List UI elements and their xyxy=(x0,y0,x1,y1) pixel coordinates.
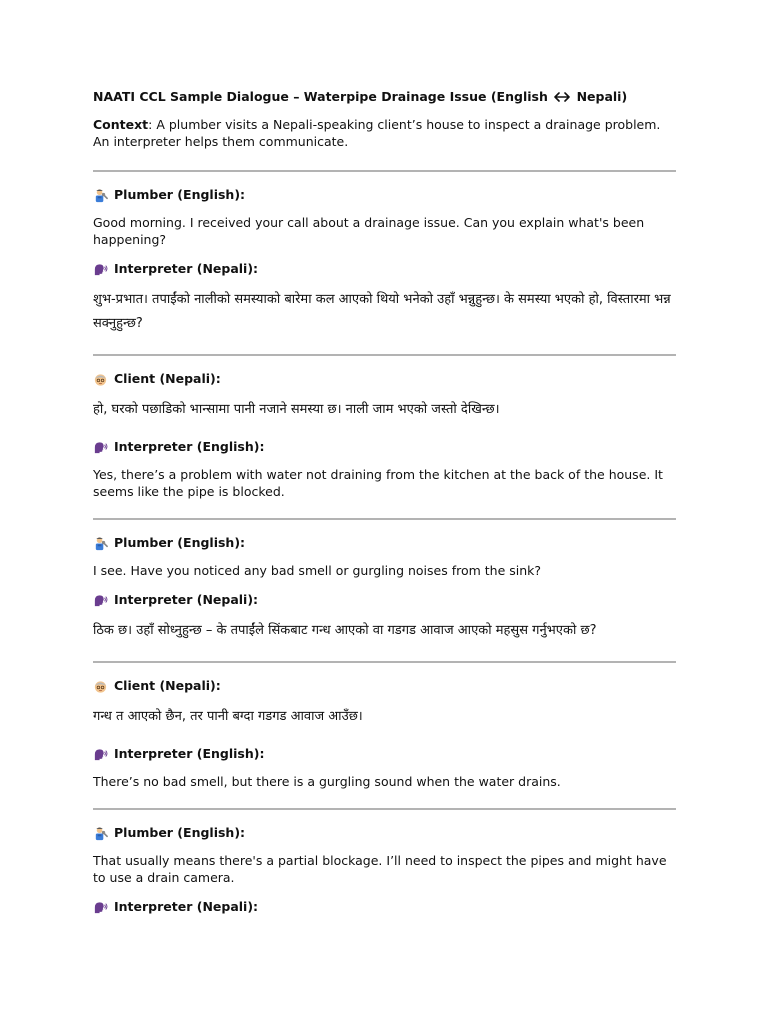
context-label: Context xyxy=(93,117,149,132)
plumber-icon xyxy=(93,826,108,841)
dialogue-section xyxy=(93,534,676,643)
speaker-label xyxy=(93,186,676,204)
dialogue-line: There’s no bad smell, but there is a gurgling sound when the water drains. xyxy=(93,774,561,789)
speaker-label xyxy=(93,591,676,609)
dialogue-section xyxy=(93,370,676,500)
client-icon xyxy=(93,372,108,387)
speaking-head-icon xyxy=(93,440,108,455)
speaker-label xyxy=(93,534,676,552)
speaker-name: Plumber (English): xyxy=(114,187,246,202)
speaker-label xyxy=(93,745,676,763)
dialogue-line: शुभ-प्रभात। तपाईंको नालीको समस्याको बारेमा कल आएको थियो भनेको उहाँ भन्नुहुन्छ। के समस्या भएको हो, विस्तारमा भन्न सक्नुहुन्छ? xyxy=(93,292,671,331)
plumber-icon xyxy=(93,188,108,203)
left-right-arrow-icon xyxy=(554,92,570,102)
section-divider xyxy=(93,170,676,172)
dialogue-section xyxy=(93,186,676,336)
speaking-head-icon xyxy=(93,900,108,915)
section-divider xyxy=(93,661,676,663)
speaker-label xyxy=(93,370,676,388)
context-text: : A plumber visits a Nepali-speaking client’s house to inspect a drainage problem. An interpreter helps them communicate. xyxy=(93,117,661,149)
section-divider xyxy=(93,354,676,356)
speaking-head-icon xyxy=(93,593,108,608)
plumber-icon xyxy=(93,536,108,551)
document-title xyxy=(93,88,676,106)
title-left: NAATI CCL Sample Dialogue – Waterpipe Drainage Issue (English xyxy=(93,89,548,104)
speaker-name: Interpreter (Nepali): xyxy=(114,899,259,914)
context-paragraph xyxy=(93,116,676,150)
speaker-name: Interpreter (English): xyxy=(114,746,265,761)
speaking-head-icon xyxy=(93,262,108,277)
speaking-head-icon xyxy=(93,747,108,762)
title-right: Nepali) xyxy=(576,89,628,104)
speaker-label xyxy=(93,260,676,278)
dialogue-line: That usually means there's a partial blockage. I’ll need to inspect the pipes and might have to use a drain camera. xyxy=(93,853,667,885)
speaker-name: Interpreter (Nepali): xyxy=(114,592,259,607)
speaker-name: Client (Nepali): xyxy=(114,678,221,693)
section-divider xyxy=(93,808,676,810)
speaker-name: Interpreter (English): xyxy=(114,439,265,454)
dialogue-line: Good morning. I received your call about a drainage issue. Can you explain what's been happening? xyxy=(93,215,645,247)
dialogue-line: Yes, there’s a problem with water not draining from the kitchen at the back of the house. It seems like the pipe is blocked. xyxy=(93,467,663,499)
dialogue-section xyxy=(93,677,676,790)
dialogue-line: I see. Have you noticed any bad smell or gurgling noises from the sink? xyxy=(93,563,542,578)
dialogue-line: गन्ध त आएको छैन, तर पानी बग्दा गडगड आवाज आउँछ। xyxy=(93,709,363,724)
speaker-label xyxy=(93,824,676,842)
client-icon xyxy=(93,679,108,694)
section-divider xyxy=(93,518,676,520)
speaker-label xyxy=(93,898,676,916)
dialogue-section xyxy=(93,824,676,916)
speaker-label xyxy=(93,677,676,695)
speaker-name: Client (Nepali): xyxy=(114,371,221,386)
dialogue-line: हो, घरको पछाडिको भान्सामा पानी नजाने समस्या छ। नाली जाम भएको जस्तो देखिन्छ। xyxy=(93,402,500,417)
speaker-name: Plumber (English): xyxy=(114,825,246,840)
speaker-name: Interpreter (Nepali): xyxy=(114,261,259,276)
dialogue-line: ठिक छ। उहाँ सोध्नुहुन्छ – के तपाईंले सिंकबाट गन्ध आएको वा गडगड आवाज आएको महसुस गर्नुभएको छ? xyxy=(93,623,597,638)
speaker-label xyxy=(93,438,676,456)
speaker-name: Plumber (English): xyxy=(114,535,246,550)
dialogue xyxy=(93,170,676,916)
